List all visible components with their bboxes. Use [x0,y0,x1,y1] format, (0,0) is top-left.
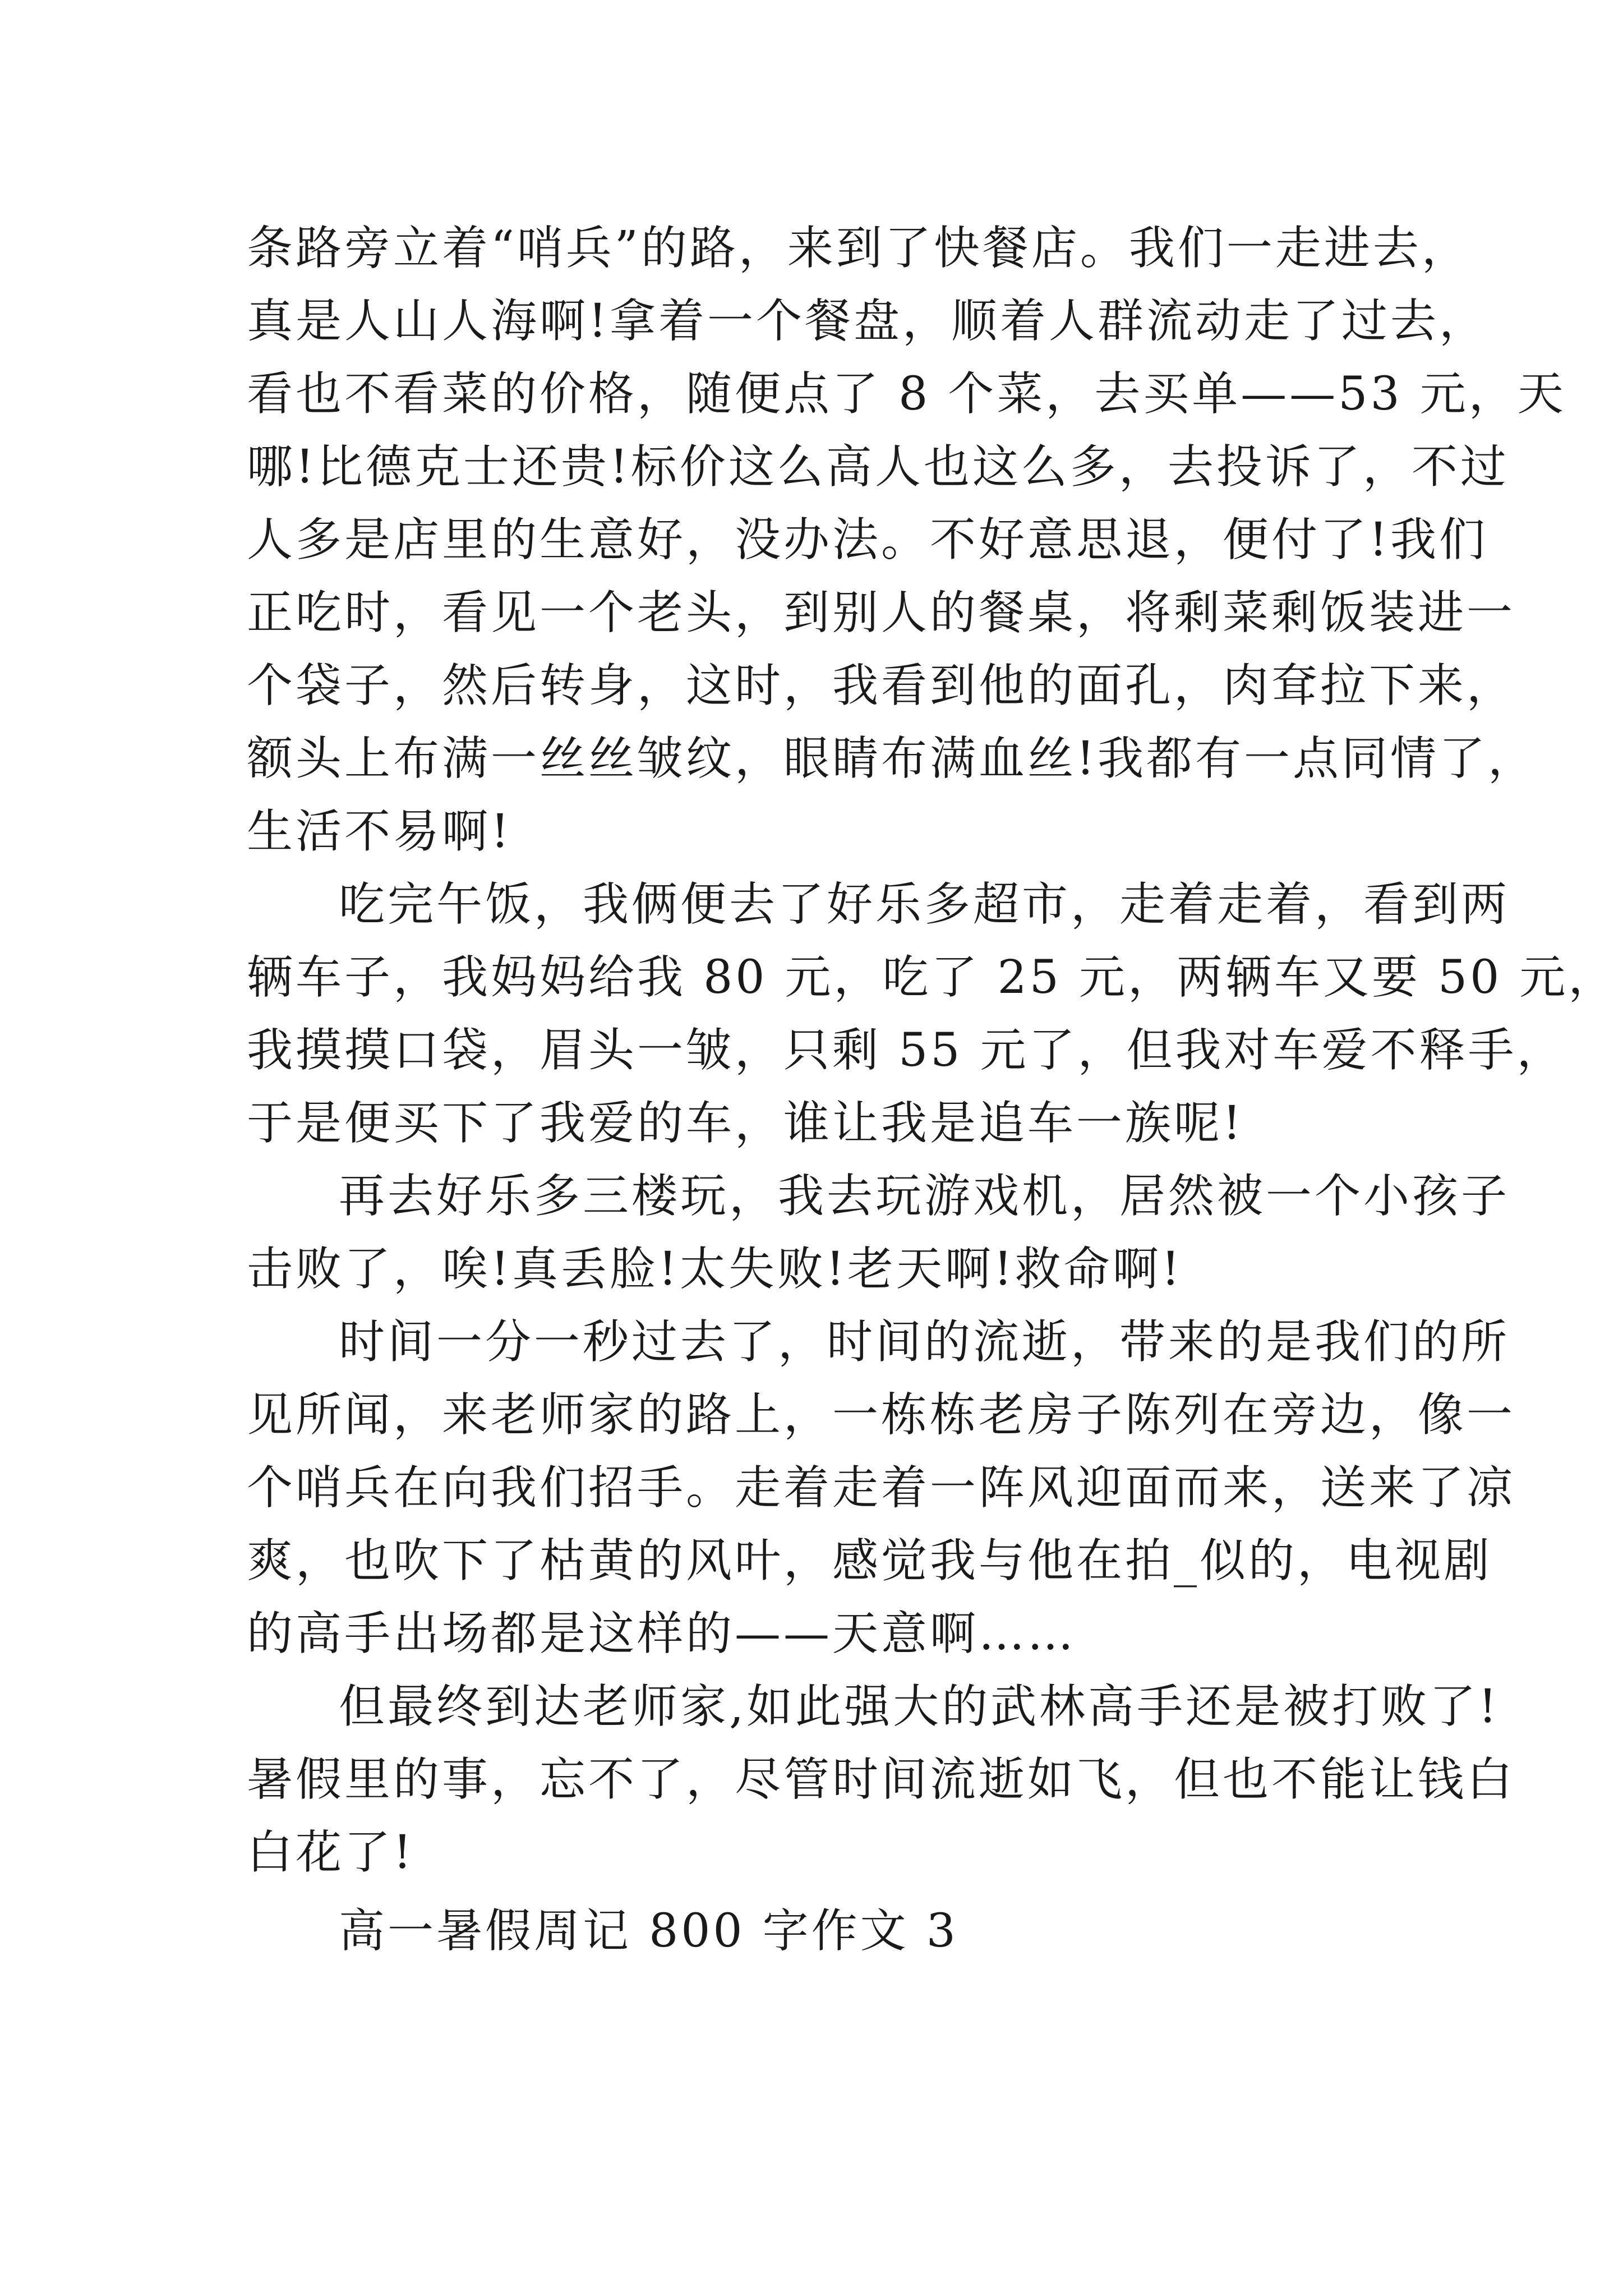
document-body [247,212,1617,1968]
text-line: 个哨兵在向我们招手。走着走着一阵风迎面而来，送来了凉 [247,1461,1516,1515]
paragraph-first-line: 再去好乐多三楼玩，我去玩游戏机，居然被一个小孩子 [339,1170,1510,1223]
text-line: 条路旁立着“哨兵”的路，来到了快餐店。我们一走进去， [247,222,1470,275]
text-line: 爽，也吹下了枯黄的风叶，感觉我与他在拍_似的，电视剧 [247,1534,1493,1588]
text-line: 看也不看菜的价格，随便点了 8 个菜，去买单——53 元，天 [247,367,1566,421]
text-line: 我摸摸口袋，眉头一皱，只剩 55 元了，但我对车爱不释手， [247,1024,1566,1077]
text-line: 生活不易啊! [247,805,512,858]
text-line: 哪!比德克士还贵!标价这么高人也这么多，去投诉了，不过 [247,440,1509,494]
section-heading: 高一暑假周记 800 字作文 3 [339,1904,958,1958]
text-line: 见所闻，来老师家的路上，一栋栋老房子陈列在旁边，像一 [247,1388,1516,1442]
text-line: 个袋子，然后转身，这时，我看到他的面孔，肉耷拉下来， [247,659,1516,712]
text-line: 的高手出场都是这样的——天意啊…… [247,1607,1077,1660]
paragraph-first-line: 但最终到达老师家,如此强大的武林高手还是被打败了! [339,1680,1500,1733]
text-line: 额头上布满一丝丝皱纹，眼睛布满血丝!我都有一点同情了， [247,732,1537,785]
text-line: 辆车子，我妈妈给我 80 元，吃了 25 元，两辆车又要 50 元， [247,951,1617,1004]
text-line: 击败了，唉!真丢脸!太失败!老天啊!救命啊! [247,1243,1183,1296]
text-line: 暑假里的事，忘不了，尽管时间流逝如飞，但也不能让钱白 [247,1753,1516,1806]
text-line: 正吃时，看见一个老头，到别人的餐桌，将剩菜剩饭装进一 [247,586,1516,639]
text-line: 于是便买下了我爱的车，谁让我是追车一族呢! [247,1097,1244,1150]
text-line: 真是人山人海啊!拿着一个餐盘，顺着人群流动走了过去， [247,295,1488,348]
paragraph-first-line: 时间一分一秒过去了，时间的流逝，带来的是我们的所 [339,1315,1510,1369]
paragraph-first-line: 吃完午饭，我俩便去了好乐多超市，走着走着，看到两 [339,878,1510,931]
text-line: 人多是店里的生意好，没办法。不好意思退，便付了!我们 [247,513,1488,567]
text-line: 白花了! [247,1826,414,1879]
